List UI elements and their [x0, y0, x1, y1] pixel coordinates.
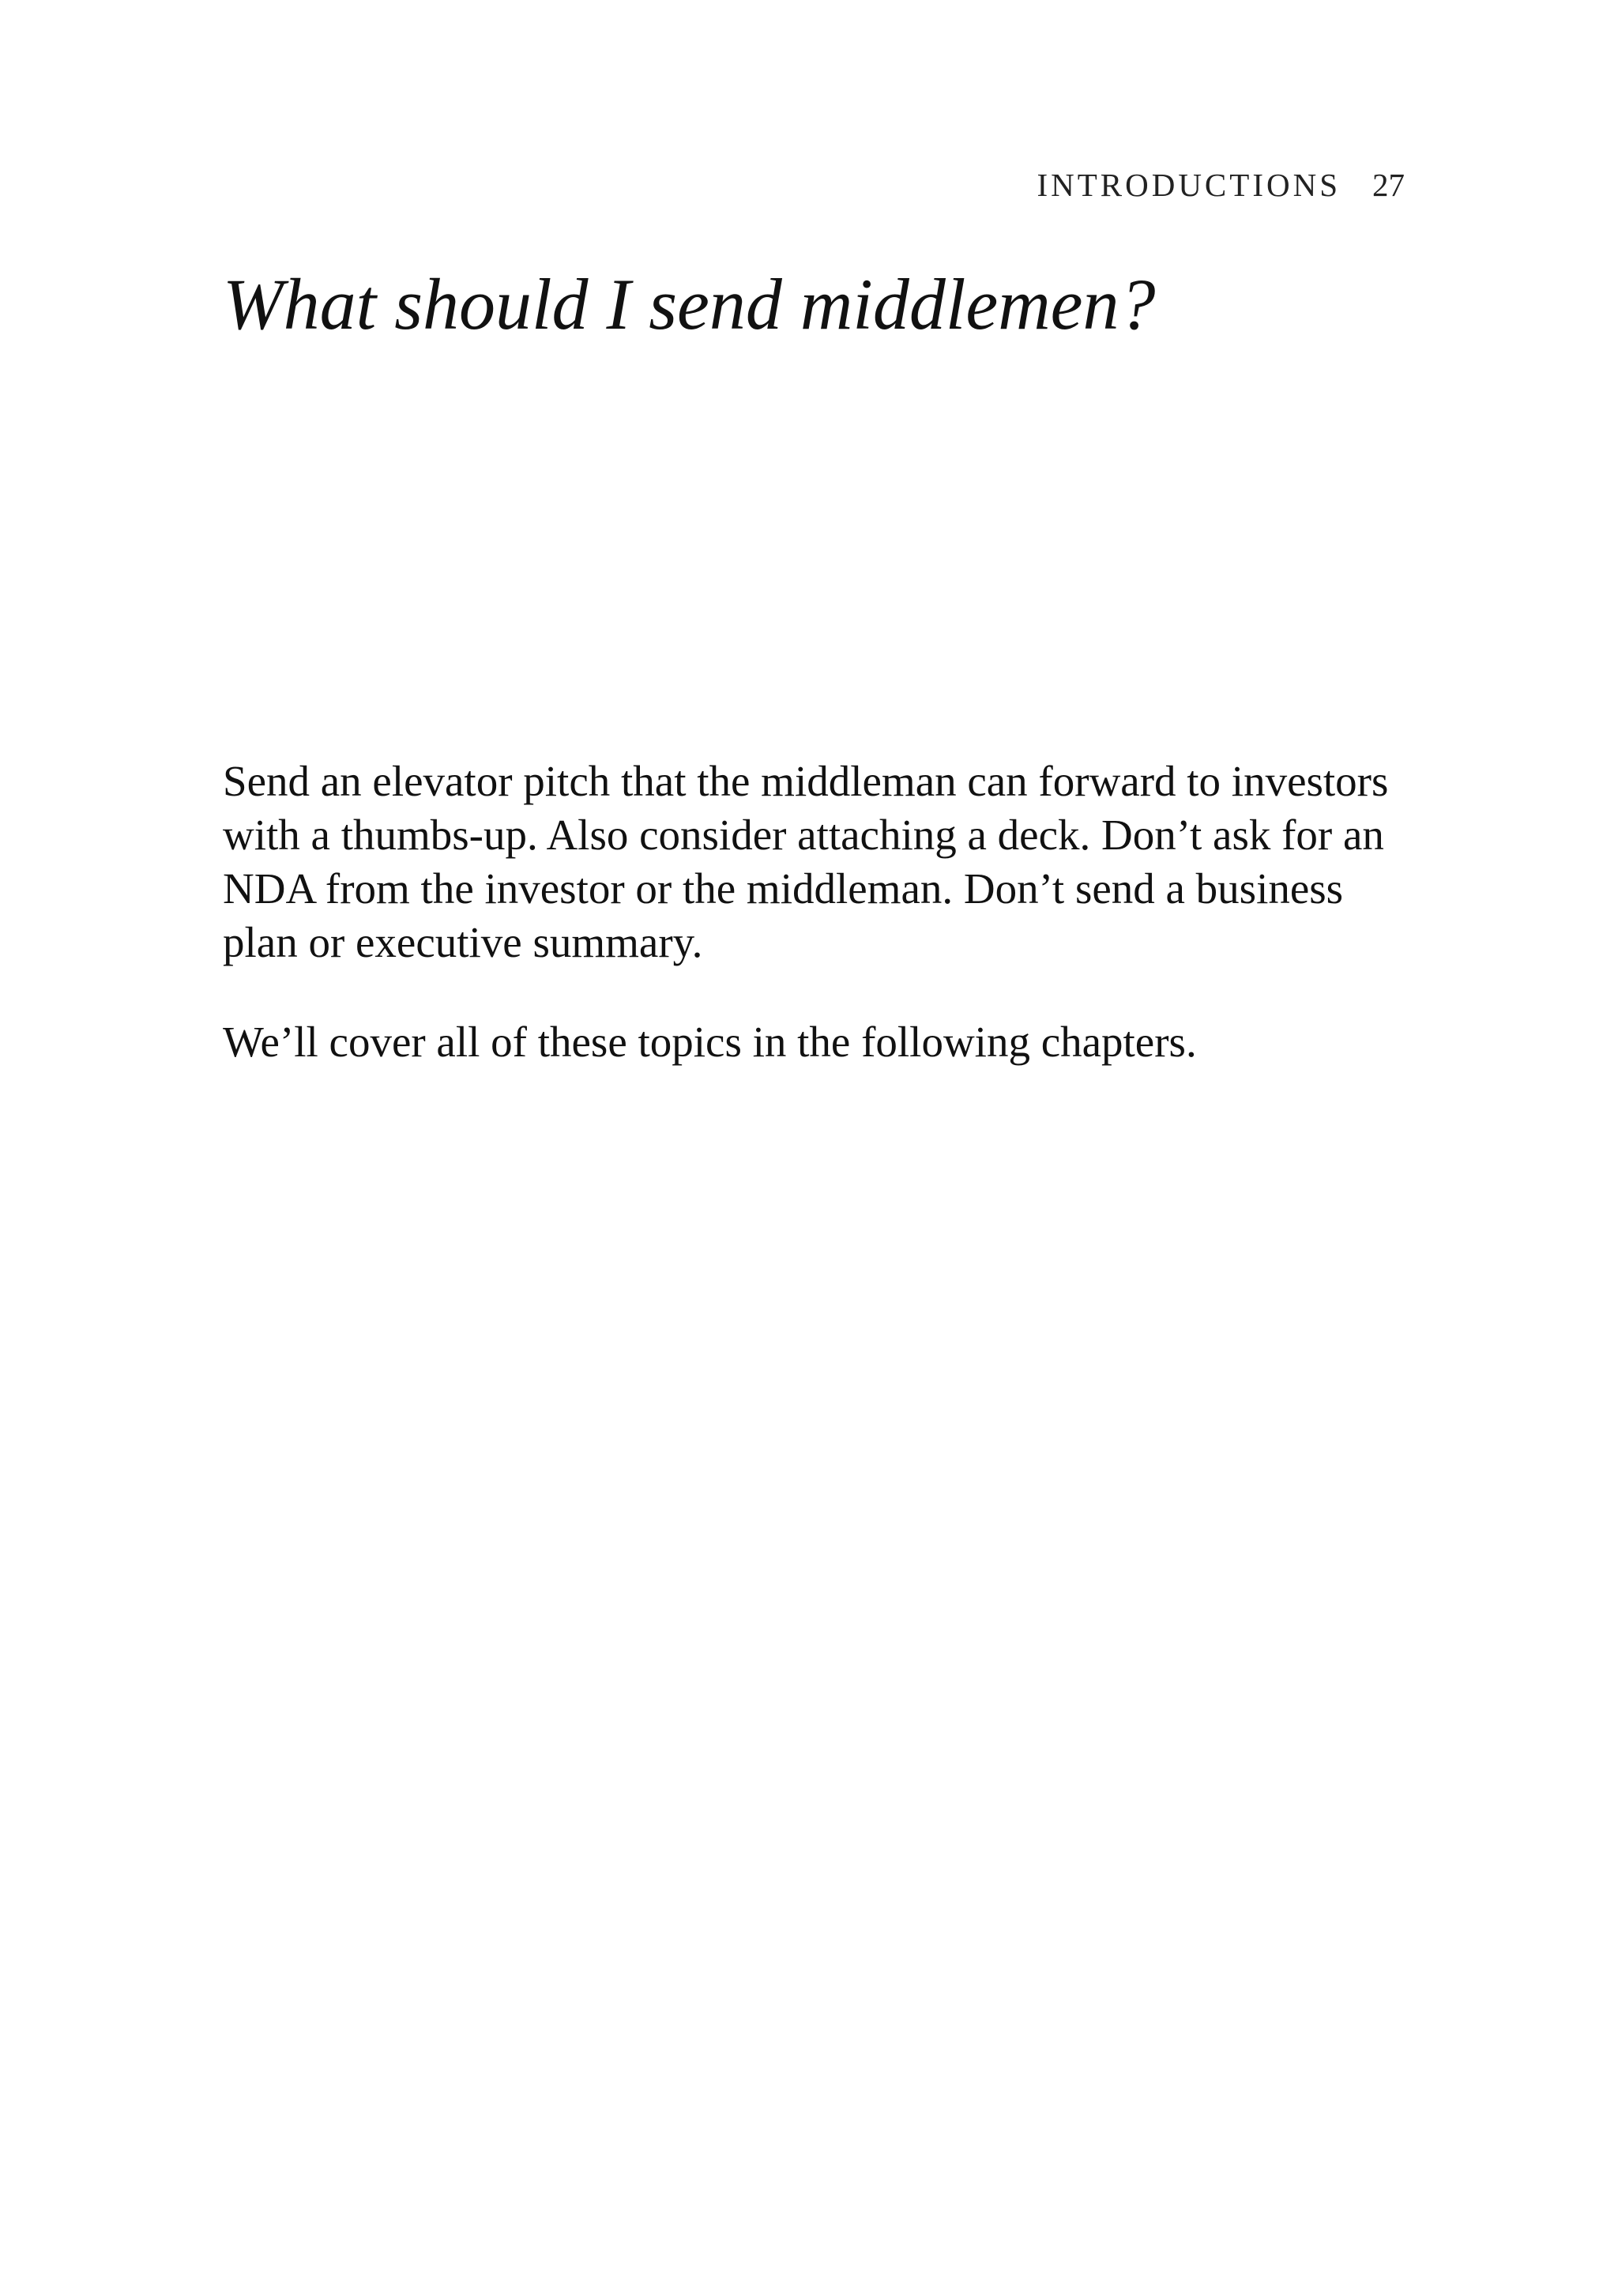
- page-number: 27: [1372, 167, 1405, 203]
- paragraph-1: Send an elevator pitch that the middleman can forward to investors with a thumbs-up. Also consider attaching a deck. Don’t ask for an NDA from the investor or the middleman. Don’t send a business plan or executive summary.: [223, 757, 1389, 966]
- paragraph-2: We’ll cover all of these topics in the following chapters.: [223, 1018, 1197, 1066]
- running-head-section: INTRODUCTIONS: [1037, 167, 1341, 203]
- section-title: What should I send middlemen?: [223, 264, 1156, 344]
- body-text: [223, 755, 1424, 1115]
- running-head: [1037, 166, 1405, 204]
